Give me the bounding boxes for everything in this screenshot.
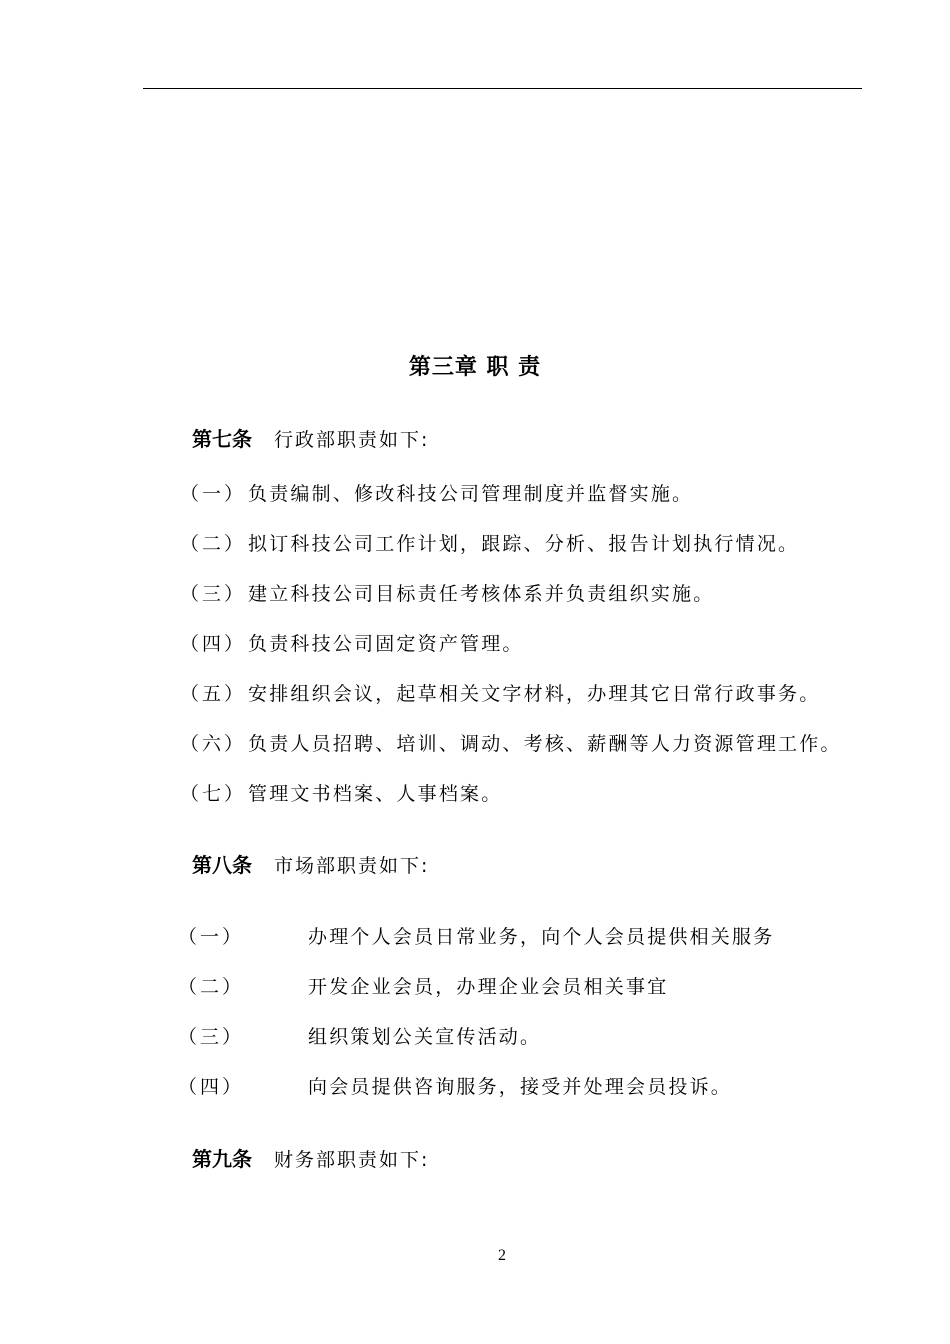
article-text: 行政部职责如下: [274, 429, 430, 451]
list-item [178, 973, 668, 1001]
list-item [180, 630, 524, 658]
list-item-text: 负责科技公司固定资产管理。 [248, 633, 524, 655]
article-number: 第九条 [192, 1147, 252, 1171]
list-item [180, 480, 693, 508]
list-item-text: 向会员提供咨询服务，接受并处理会员投诉。 [308, 1076, 733, 1098]
article-text: 财务部职责如下: [274, 1149, 430, 1171]
list-item-text: 负责人员招聘、培训、调动、考核、薪酬等人力资源管理工作。 [248, 733, 842, 755]
list-item-number: （三） [180, 583, 247, 605]
list-item-number: （五） [180, 683, 247, 705]
article-text: 市场部职责如下: [274, 855, 430, 877]
article-number: 第七条 [192, 427, 252, 451]
list-item-text: 组织策划公关宣传活动。 [308, 1026, 542, 1048]
list-item [178, 923, 774, 951]
list-item-text: 拟订科技公司工作计划，跟踪、分析、报告计划执行情况。 [248, 533, 800, 555]
page-number: 2 [498, 1247, 506, 1264]
list-item [180, 730, 842, 758]
list-item-number: （一） [180, 483, 247, 505]
list-item-text: 建立科技公司目标责任考核体系并负责组织实施。 [248, 583, 715, 605]
chapter-title: 第三章 职 责 [408, 355, 542, 380]
list-item [180, 530, 799, 558]
list-item-number: （二） [180, 533, 247, 555]
list-item [180, 580, 714, 608]
list-item-text: 负责编制、修改科技公司管理制度并监督实施。 [248, 483, 694, 505]
list-item [178, 1073, 732, 1101]
article-heading-7 [192, 425, 429, 454]
list-item-number: （四） [180, 633, 247, 655]
list-item-number: （三） [178, 1026, 245, 1048]
list-item-text: 安排组织会议，起草相关文字材料，办理其它日常行政事务。 [248, 683, 821, 705]
article-heading-9 [192, 1145, 429, 1174]
header-rule [143, 88, 862, 89]
list-item [178, 1023, 541, 1051]
article-number: 第八条 [192, 853, 252, 877]
list-item-number: （一） [178, 926, 245, 948]
list-item-number: （六） [180, 733, 247, 755]
list-item [180, 680, 820, 708]
list-item [180, 780, 502, 808]
list-item-text: 开发企业会员，办理企业会员相关事宜 [308, 976, 669, 998]
list-item-text: 管理文书档案、人事档案。 [248, 783, 503, 805]
list-item-text: 办理个人会员日常业务，向个人会员提供相关服务 [308, 926, 775, 948]
list-item-number: （四） [178, 1076, 245, 1098]
list-item-number: （二） [178, 976, 245, 998]
article-heading-8 [192, 851, 429, 880]
list-item-number: （七） [180, 783, 247, 805]
